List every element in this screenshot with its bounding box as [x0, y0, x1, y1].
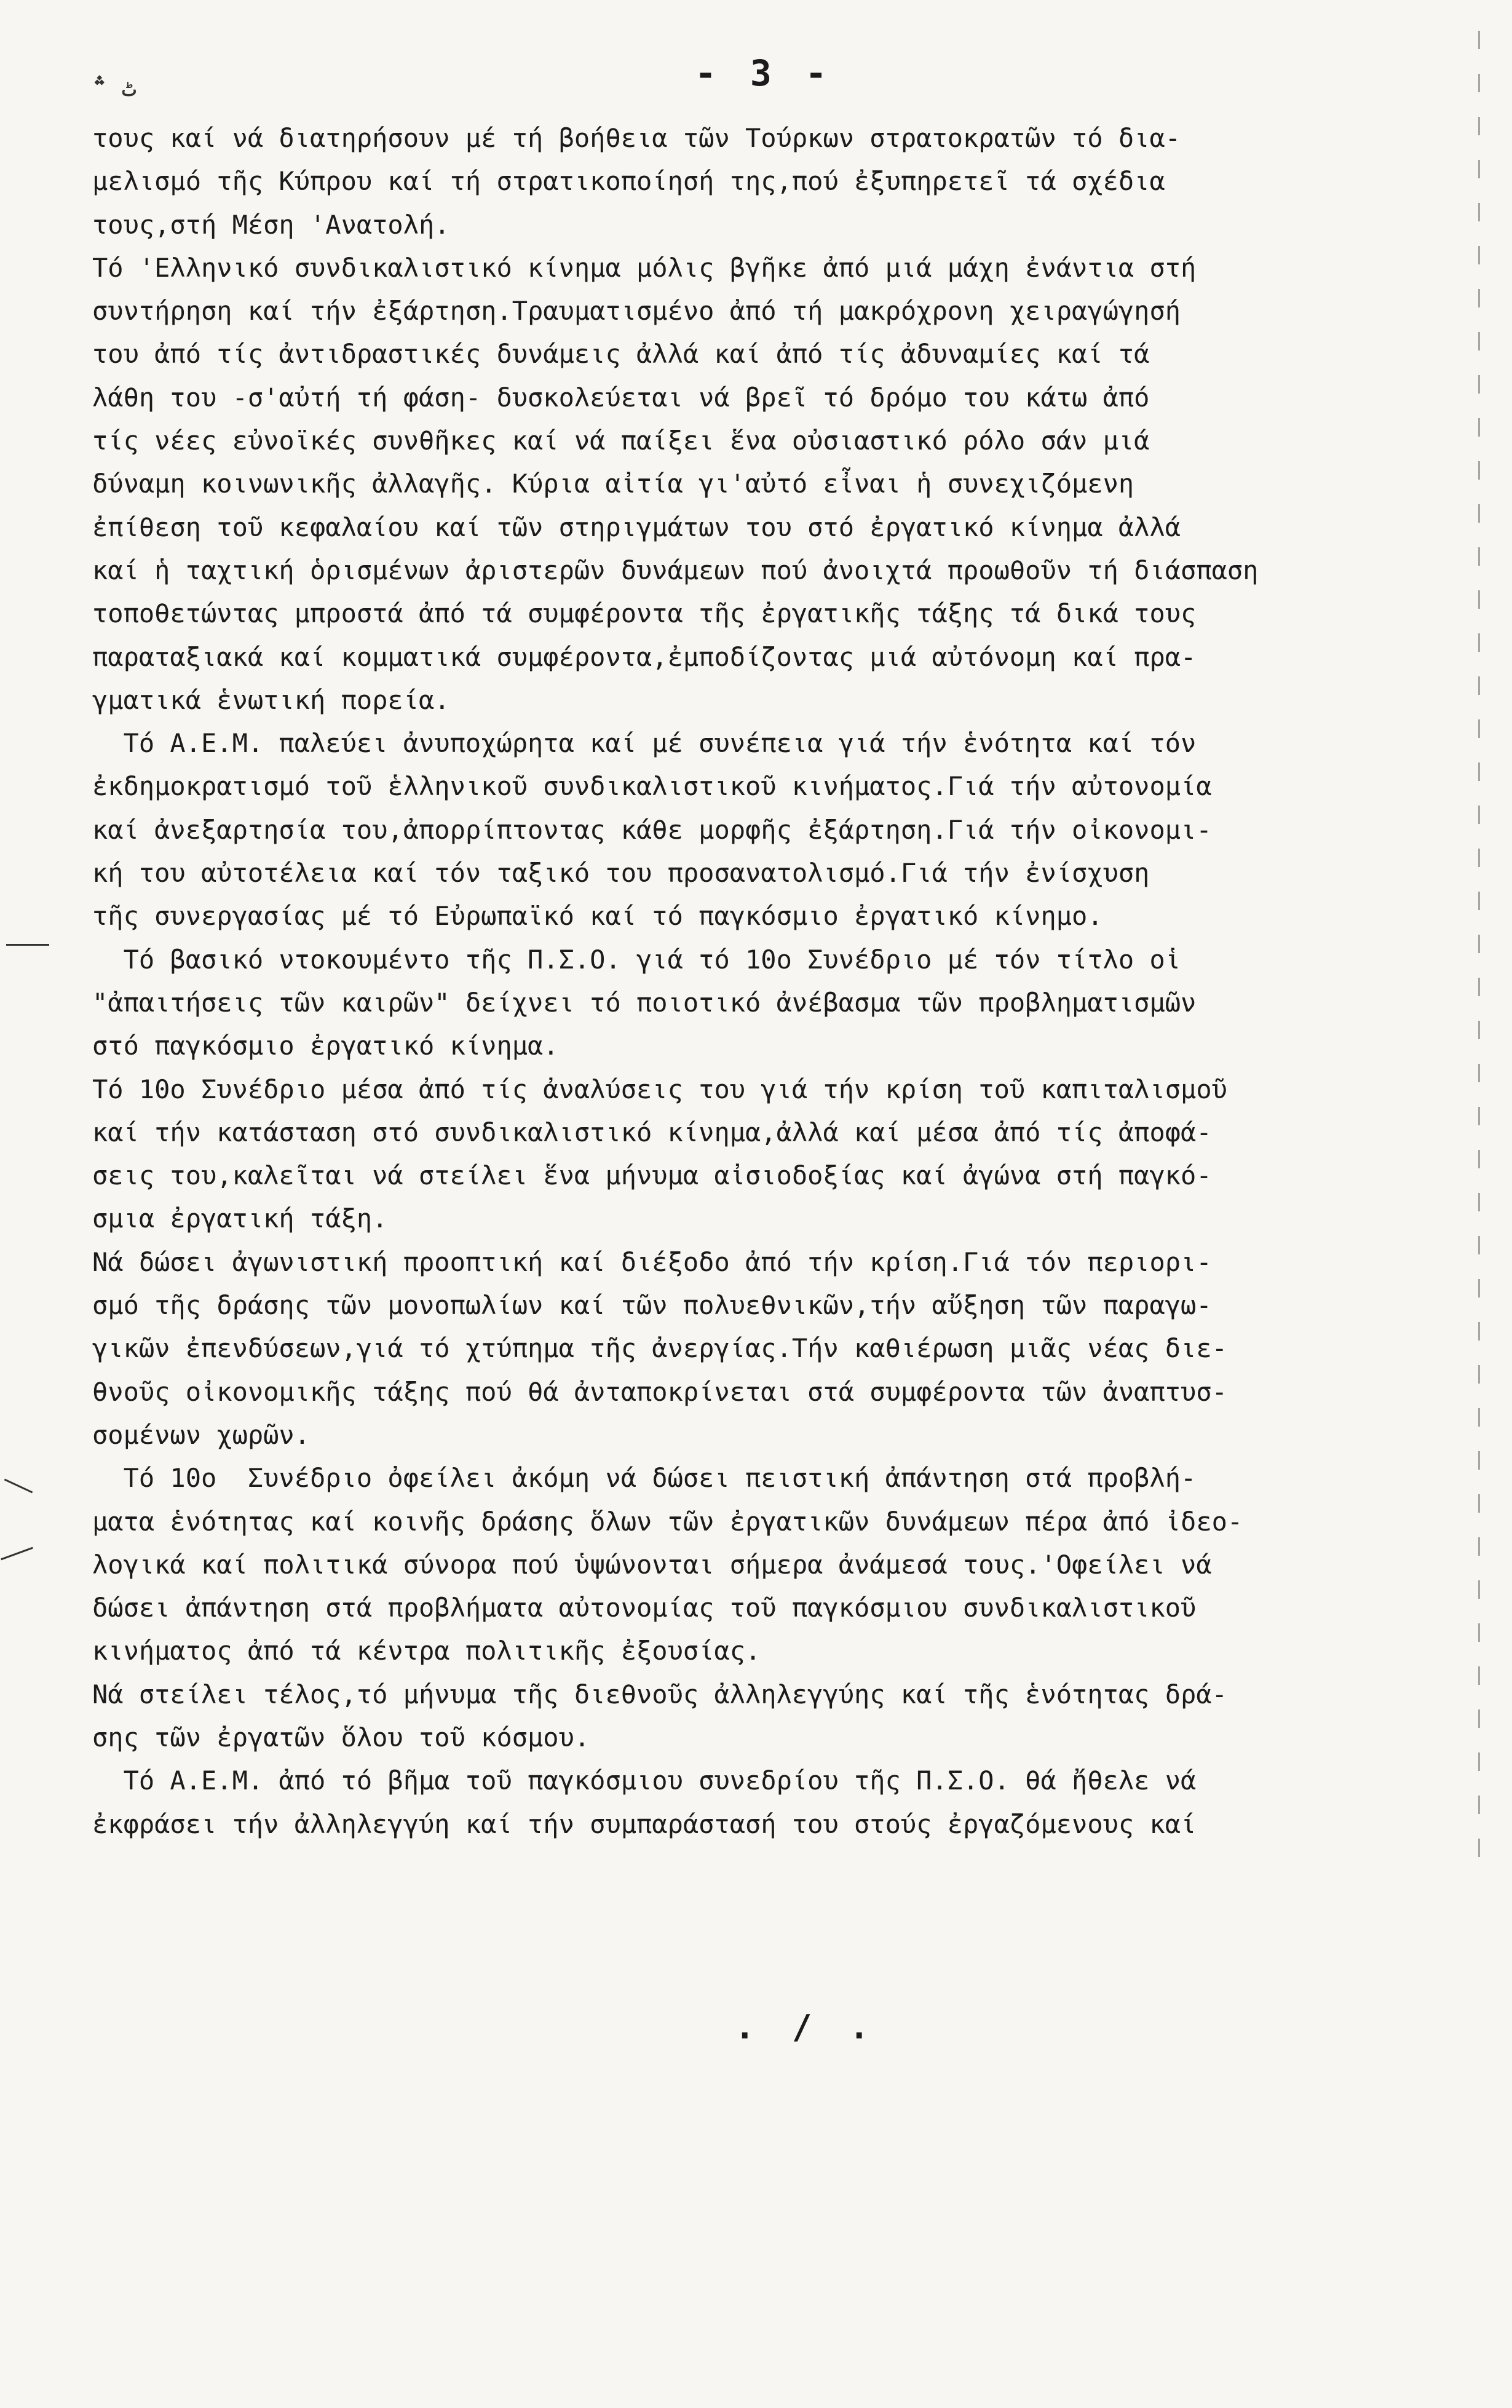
text-line: λογικά καί πολιτικά σύνορα πού ὑψώνονται σήμερα ἀνάμεσά τους.'Οφείλει νά [92, 1549, 1212, 1580]
text-line: γματικά ἑνωτική πορεία. [92, 684, 450, 715]
text-line: σομένων χωρῶν. [92, 1419, 311, 1450]
text-line: Τό βασικό ντοκουμέντο τῆς Π.Σ.Ο. γιά τό 10ο Συνέδριο μέ τόν τίτλο οἱ [92, 944, 1181, 975]
text-line: καί ἡ ταχτική ὁρισμένων ἀριστερῶν δυνάμεων πού ἀνοιχτά προωθοῦν τή διάσπαση [92, 555, 1259, 585]
left-margin-tick [1, 1547, 33, 1561]
text-line: του ἀπό τίς ἀντιδραστικές δυνάμεις ἀλλά καί ἀπό τίς ἀδυναμίες καί τά [92, 339, 1150, 370]
text-line: τίς νέες εὐνοϊκές συνθῆκες καί νά παίξει ἕνα οὐσιαστικό ρόλο σάν μιά [92, 426, 1150, 456]
text-line: Τό 10ο Συνέδριο μέσα ἀπό τίς ἀναλύσεις του γιά τήν κρίση τοῦ καπιταλισμοῦ [92, 1074, 1227, 1104]
text-line: σης τῶν ἐργατῶν ὅλου τοῦ κόσμου. [92, 1722, 590, 1753]
text-line: παραταξιακά καί κομματικά συμφέροντα,ἐμποδίζοντας μιά αὐτόνομη καί πρα- [92, 641, 1197, 672]
text-line: τοποθετώντας μπροστά ἀπό τά συμφέροντα τῆς ἐργατικῆς τάξης τά δικά τους [92, 598, 1197, 629]
text-line: τους,στή Μέση 'Ανατολή. [92, 209, 450, 240]
text-line: δώσει ἀπάντηση στά προβλήματα αὐτονομίας τοῦ παγκόσμιου συνδικαλιστικοῦ [92, 1593, 1197, 1623]
text-line: θνοῦς οἰκονομικῆς τάξης πού θά ἀνταποκρίνεται στά συμφέροντα τῶν ἀναπτυσ- [92, 1376, 1227, 1407]
text-line: τους καί νά διατηρήσουν μέ τή βοήθεια τῶν Τούρκων στρατοκρατῶν τό δια- [92, 123, 1181, 153]
text-line: ματα ἑνότητας καί κοινῆς δράσης ὅλων τῶν ἐργατικῶν δυνάμεων πέρα ἀπό ἰδεο- [92, 1506, 1243, 1537]
right-margin-line [1478, 31, 1480, 1875]
text-line: Τό Α.Ε.Μ. ἀπό τό βῆμα τοῦ παγκόσμιου συνεδρίου τῆς Π.Σ.Ο. θά ἤθελε νά [92, 1765, 1197, 1796]
text-line: καί τήν κατάσταση στό συνδικαλιστικό κίνημα,ἀλλά καί μέσα ἀπό τίς ἀποφά- [92, 1117, 1212, 1147]
text-line: κή του αὐτοτέλεια καί τόν ταξικό του προσανατολισμό.Γιά τήν ἐνίσχυση [92, 858, 1150, 889]
text-line: Τό 10ο Συνέδριο ὀφείλει ἀκόμη νά δώσει πειστική ἀπάντηση στά προβλή- [92, 1463, 1197, 1494]
text-line: "ἀπαιτήσεις τῶν καιρῶν" δείχνει τό ποιοτικό ἀνέβασμα τῶν προβληματισμῶν [92, 987, 1197, 1018]
body-text [92, 117, 1445, 1846]
text-line: συντήρηση καί τήν ἐξάρτηση.Τραυματισμένο ἀπό τή μακρόχρονη χειραγώγησή [92, 296, 1181, 327]
continuation-mark: . / . [735, 2008, 878, 2046]
text-line: τῆς συνεργασίας μέ τό Εὐρωπαϊκό καί τό παγκόσμιο ἐργατικό κίνημο. [92, 901, 1103, 932]
text-line: μελισμό τῆς Κύπρου καί τή στρατικοποίησή της,πού ἐξυπηρετεῖ τά σχέδια [92, 166, 1165, 197]
text-line: ἐκφράσει τήν ἀλληλεγγύη καί τήν συμπαράστασή του στούς ἐργαζόμενους καί [92, 1808, 1197, 1839]
text-line: λάθη του -σ'αὐτή τή φάση- δυσκολεύεται νά βρεῖ τό δρόμο του κάτω ἀπό [92, 382, 1150, 413]
text-line: ἐκδημοκρατισμό τοῦ ἑλληνικοῦ συνδικαλιστικοῦ κινήματος.Γιά τήν αὐτονομία [92, 771, 1212, 802]
text-line: στό παγκόσμιο ἐργατικό κίνημα. [92, 1031, 559, 1061]
text-line: κινήματος ἀπό τά κέντρα πολιτικῆς ἐξουσίας. [92, 1636, 761, 1666]
text-line: σμό τῆς δράσης τῶν μονοπωλίων καί τῶν πολυεθνικῶν,τήν αὔξηση τῶν παραγω- [92, 1290, 1212, 1321]
text-line: Τό Α.Ε.Μ. παλεύει ἀνυποχώρητα καί μέ συνέπεια γιά τήν ἑνότητα καί τόν [92, 728, 1197, 759]
left-margin-tick [4, 1479, 33, 1494]
text-line: σεις του,καλεῖται νά στείλει ἕνα μήνυμα αἰσιοδοξίας καί ἀγώνα στή παγκό- [92, 1160, 1212, 1191]
text-line: γικῶν ἐπενδύσεων,γιά τό χτύπημα τῆς ἀνεργίας.Τήν καθιέρωση μιᾶς νέας διε- [92, 1333, 1227, 1364]
text-line: Νά δώσει ἀγωνιστική προοπτική καί διέξοδο ἀπό τήν κρίση.Γιά τόν περιορι- [92, 1246, 1212, 1277]
corner-mark: ٹ ؞ [92, 74, 137, 102]
text-line: Τό 'Ελληνικό συνδικαλιστικό κίνημα μόλις βγῆκε ἀπό μιά μάχη ἐνάντια στή [92, 252, 1197, 283]
page-number: - 3 - [695, 52, 833, 94]
text-line: ἐπίθεση τοῦ κεφαλαίου καί τῶν στηριγμάτων του στό ἐργατικό κίνημα ἀλλά [92, 512, 1181, 542]
text-line: σμια ἐργατική τάξη. [92, 1203, 388, 1234]
text-line: καί ἀνεξαρτησία του,ἀπορρίπτοντας κάθε μορφῆς ἐξάρτηση.Γιά τήν οἰκονομι- [92, 814, 1212, 845]
text-line: δύναμη κοινωνικῆς ἀλλαγῆς. Κύρια αἰτία γι'αὐτό εἶναι ἡ συνεχιζόμενη [92, 469, 1134, 499]
left-margin-tick [6, 944, 49, 946]
text-line: Νά στείλει τέλος,τό μήνυμα τῆς διεθνοῦς ἀλληλεγγύης καί τῆς ἑνότητας δρά- [92, 1679, 1227, 1709]
